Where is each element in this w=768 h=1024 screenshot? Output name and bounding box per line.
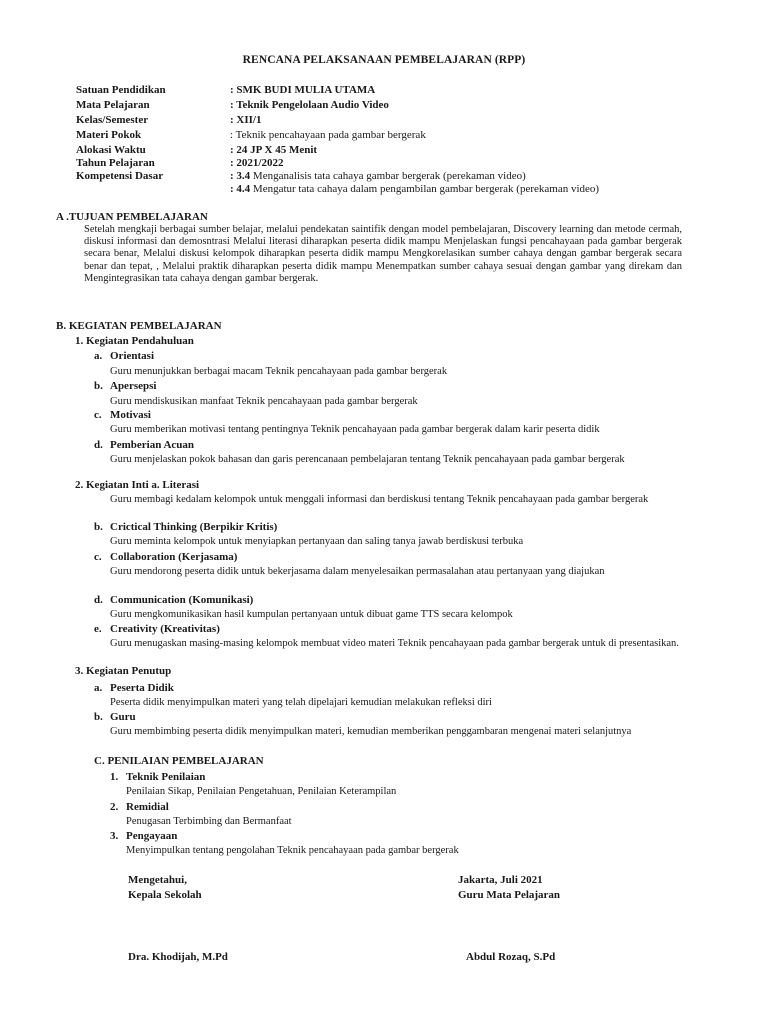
signature-left-name: Dra. Khodijah, M.Pd <box>128 951 228 963</box>
signature-right-role: Guru Mata Pelajaran <box>458 889 561 901</box>
item-title: Orientasi <box>110 350 154 362</box>
identity-value: : SMK BUDI MULIA UTAMA <box>230 84 376 96</box>
item-title: Crictical Thinking (Berpikir Kritis) <box>110 521 278 533</box>
kd-prefix: : <box>230 183 237 195</box>
item-text: Guru mendorong peserta didik untuk bekerjasama dalam menyelesaikan permasalahan atau pertanyaan yang diajukan <box>110 566 605 577</box>
item-title: Peserta Didik <box>110 682 174 694</box>
identity-label: Materi Pokok <box>76 129 142 141</box>
item-marker: b. <box>94 521 103 533</box>
signature-right-place-date: Jakarta, Juli 2021 <box>458 874 543 886</box>
item-text: Peserta didik menyimpulkan materi yang telah dipelajari kemudian melakukan refleksi diri <box>110 697 492 708</box>
kd-number: 3.4 <box>236 170 251 182</box>
identity-value: : XII/1 <box>230 114 262 126</box>
item-title: Motivasi <box>110 409 151 421</box>
item-marker: a. <box>94 350 103 362</box>
kd-text: Mengatur tata cahaya dalam pengambilan gambar bergerak (perekaman video) <box>250 183 600 195</box>
item-title: Remidial <box>126 801 169 813</box>
item-text: Guru menugaskan masing-masing kelompok membuat video materi Teknik pencahayaan pada gambar bergerak untuk di presentasikan. <box>110 638 679 649</box>
kegiatan-1-heading: 1. Kegiatan Pendahuluan <box>75 335 194 347</box>
kd-text: Menganalisis tata cahaya gambar bergerak (perekaman video) <box>250 170 526 182</box>
identity-label: Alokasi Waktu <box>76 144 146 156</box>
item-marker: c. <box>94 551 102 563</box>
section-c-heading: C. PENILAIAN PEMBELAJARAN <box>94 755 264 767</box>
item-marker: 1. <box>110 771 119 783</box>
identity-value: : Teknik pencahayaan pada gambar bergerak <box>230 129 426 141</box>
signature-right-name: Abdul Rozaq, S.Pd <box>466 951 556 963</box>
item-marker: b. <box>94 711 103 723</box>
item-title: Communication (Komunikasi) <box>110 594 254 606</box>
document-title: RENCANA PELAKSANAAN PEMBELAJARAN (RPP) <box>242 54 526 66</box>
item-text: Menyimpulkan tentang pengolahan Teknik pencahayaan pada gambar bergerak <box>126 845 459 856</box>
identity-value <box>230 170 526 182</box>
item-text: Guru menjelaskan pokok bahasan dan garis perencanaan pembelajaran tentang Teknik pencahayaan pada gambar bergerak <box>110 454 625 465</box>
item-text: Guru meminta kelompok untuk menyiapkan pertanyaan dan saling tanya jawab berdiskusi terbuka <box>110 536 524 547</box>
kegiatan-3-heading: 3. Kegiatan Penutup <box>75 665 172 677</box>
item-text: Guru menunjukkan berbagai macam Teknik pencahayaan pada gambar bergerak <box>110 366 448 377</box>
item-text: Penugasan Terbimbing dan Bermanfaat <box>126 816 292 827</box>
kd-prefix: : <box>230 170 237 182</box>
identity-value: : 24 JP X 45 Menit <box>230 144 318 156</box>
item-title: Pengayaan <box>126 830 178 842</box>
item-title: Pemberian Acuan <box>110 439 195 451</box>
section-b-heading: B. KEGIATAN PEMBELAJARAN <box>56 320 222 332</box>
item-text: Guru mendiskusikan manfaat Teknik pencahayaan pada gambar bergerak <box>110 396 418 407</box>
item-title: Teknik Penilaian <box>126 771 206 783</box>
signature-left-role: Kepala Sekolah <box>128 889 202 901</box>
identity-value: : Teknik Pengelolaan Audio Video <box>230 99 389 111</box>
identity-label: Satuan Pendidikan <box>76 84 166 96</box>
identity-value: : 2021/2022 <box>230 157 284 169</box>
item-text: Guru memberikan motivasi tentang pentingnya Teknik pencahayaan pada gambar bergerak dalam karir peserta didik <box>110 424 600 435</box>
section-a-body: Setelah mengkaji berbagai sumber belajar, melalui pendekatan saintifik dengan model pembelajaran, Discovery learning dan metode cermah, diskusi informasi dan demosntrasi Melalui literasi diharapkan peserta didik mampu Menjelaskan fungsi pencahayaan pada gambar bergerak secara benar, Melalui diskusi kelompok diharapkan peserta didik mampu Mengkorelasikan sumber cahaya dengan gambar bergerak secara benar dan tepat, , Melalui praktik diharapkan peserta didik mampu Menempatkan sumber cahaya sesuai dengan gambar yang direkam dan Mengintegrasikan tata cahaya dengan gambar bergerak. <box>84 224 682 284</box>
item-marker: d. <box>94 594 103 606</box>
identity-label: Mata Pelajaran <box>76 99 150 111</box>
item-marker: a. <box>94 682 103 694</box>
item-marker: d. <box>94 439 103 451</box>
item-marker: e. <box>94 623 102 635</box>
item-marker: c. <box>94 409 102 421</box>
signature-left-line1: Mengetahui, <box>128 874 187 886</box>
item-marker: 3. <box>110 830 119 842</box>
item-title: Guru <box>110 711 136 723</box>
identity-label: Kelas/Semester <box>76 114 149 126</box>
item-text: Penilaian Sikap, Penilaian Pengetahuan, Penilaian Keterampilan <box>126 786 397 797</box>
kd-number: 4.4 <box>236 183 251 195</box>
item-marker: b. <box>94 380 103 392</box>
kegiatan-2-intro: Guru membagi kedalam kelompok untuk menggali informasi dan berdiskusi tentang Teknik pencahayaan pada gambar bergerak <box>110 494 649 505</box>
item-text: Guru membimbing peserta didik menyimpulkan materi, kemudian memberikan penggambaran mengenai materi selanjutnya <box>110 726 632 737</box>
item-title: Creativity (Kreativitas) <box>110 623 220 635</box>
kegiatan-2-heading: 2. Kegiatan Inti a. Literasi <box>75 479 200 491</box>
identity-value <box>230 183 599 195</box>
item-text: Guru mengkomunikasikan hasil kumpulan pertanyaan untuk dibuat game TTS secara kelompok <box>110 609 513 620</box>
item-title: Collaboration (Kerjasama) <box>110 551 238 563</box>
section-a-heading: A .TUJUAN PEMBELAJARAN <box>56 211 208 223</box>
item-marker: 2. <box>110 801 119 813</box>
identity-label: Tahun Pelajaran <box>76 157 155 169</box>
item-title: Apersepsi <box>110 380 157 392</box>
identity-label: Kompetensi Dasar <box>76 170 164 182</box>
